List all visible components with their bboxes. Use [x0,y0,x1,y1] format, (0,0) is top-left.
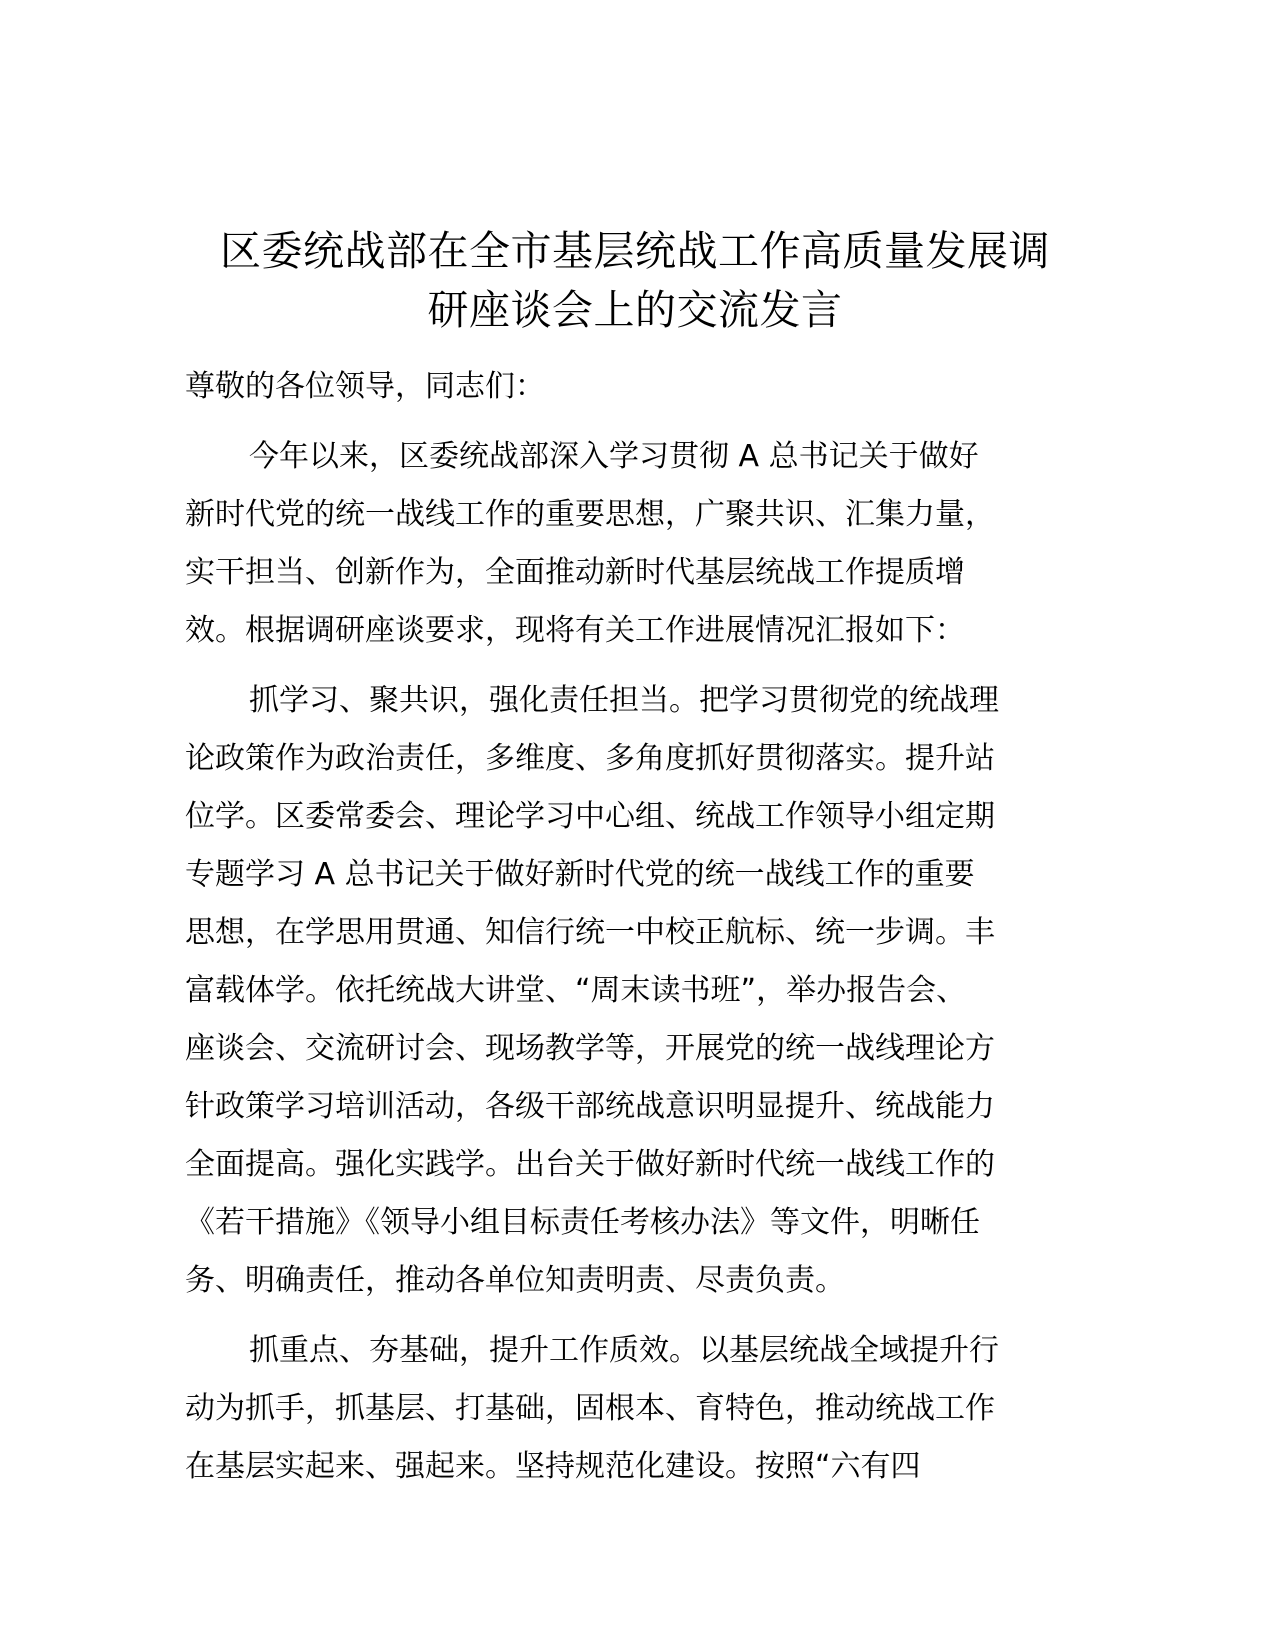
text-line: 动为抓手，抓基层、打基础，固根本、育特色，推动统战工作 [185,1391,995,1426]
paragraph-foundation [185,1322,1085,1496]
text-line: 抓学习、聚共识，强化责任担当。把学习贯彻党的统战理 [249,683,999,718]
text-line: 论政策作为政治责任，多维度、多角度抓好贯彻落实。提升站 [185,741,995,776]
text-line: 抓重点、夯基础，提升工作质效。以基层统战全域提升行 [249,1333,999,1368]
paragraph-intro [185,428,1085,660]
text-line: 在基层实起来、强起来。坚持规范化建设。按照“六有四 [185,1449,921,1484]
title-line: 研座谈会上的交流发言 [427,286,843,334]
paragraph-study [185,672,1085,1310]
text-line: 今年以来，区委统战部深入学习贯彻 A 总书记关于做好 [249,439,979,474]
document-body [185,222,1085,1496]
text-line: 座谈会、交流研讨会、现场教学等，开展党的统一战线理论方 [185,1031,995,1066]
document-title [185,222,1085,340]
text-line: 思想，在学思用贯通、知信行统一中校正航标、统一步调。丰 [185,915,995,950]
text-line: 全面提高。强化实践学。出台关于做好新时代统一战线工作的 [185,1147,995,1182]
text-line: 效。根据调研座谈要求，现将有关工作进展情况汇报如下： [185,613,965,648]
text-line: 实干担当、创新作为，全面推动新时代基层统战工作提质增 [185,555,965,590]
title-line: 区委统战部在全市基层统战工作高质量发展调 [220,227,1050,275]
salutation: 尊敬的各位领导，同志们： [185,369,545,404]
text-line: 富载体学。依托统战大讲堂、“周末读书班”，举办报告会、 [185,973,967,1008]
text-line: 位学。区委常委会、理论学习中心组、统战工作领导小组定期 [185,799,995,834]
text-line: 专题学习 A 总书记关于做好新时代党的统一战线工作的重要 [185,857,975,892]
text-line: 《若干措施》《领导小组目标责任考核办法》等文件，明晰任 [185,1205,980,1240]
text-line: 务、明确责任，推动各单位知责明责、尽责负责。 [185,1263,845,1298]
text-line: 新时代党的统一战线工作的重要思想，广聚共识、汇集力量， [185,497,995,532]
text-line: 针政策学习培训活动，各级干部统战意识明显提升、统战能力 [185,1089,995,1124]
